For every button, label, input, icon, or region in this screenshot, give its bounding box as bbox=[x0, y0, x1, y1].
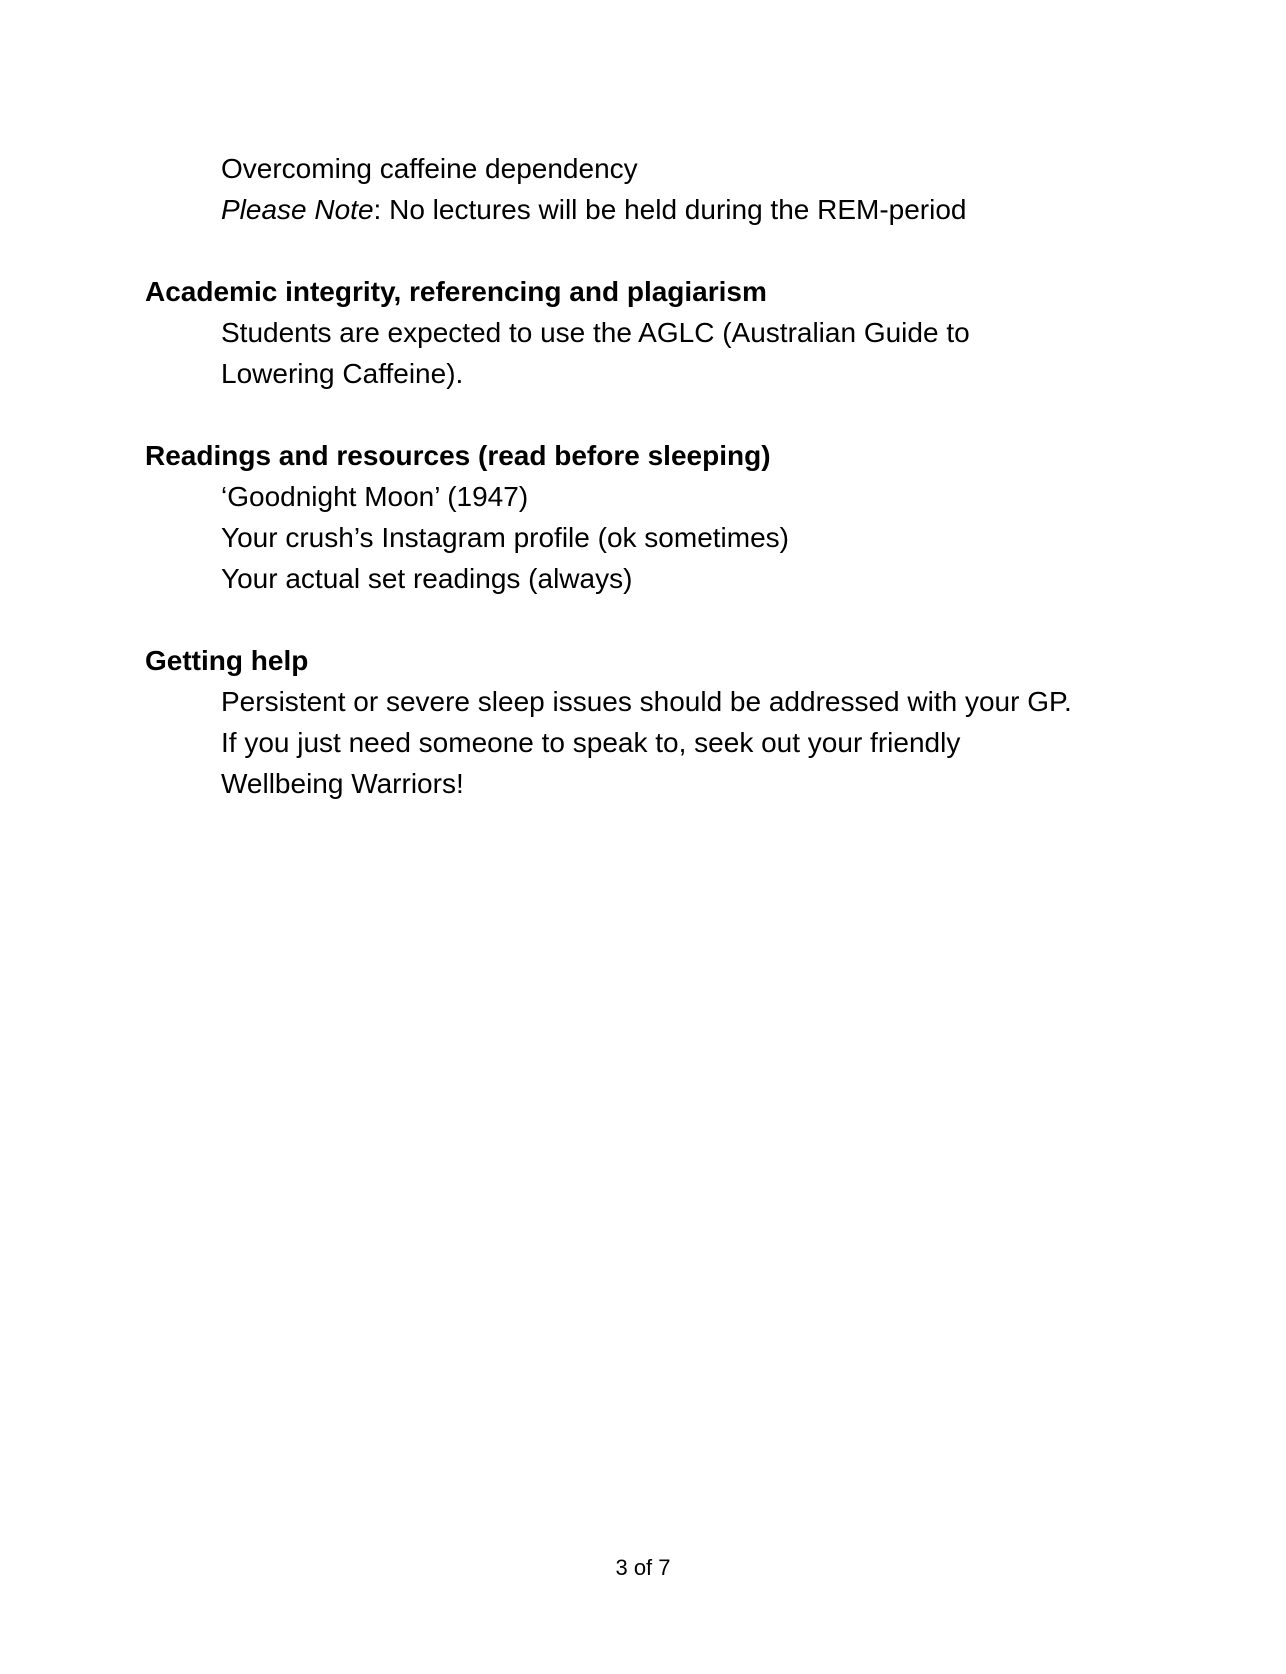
note-line bbox=[145, 189, 1145, 230]
reading-item: Your crush’s Instagram profile (ok sometimes) bbox=[221, 522, 789, 553]
help-heading: Getting help bbox=[145, 645, 309, 676]
section-spacer bbox=[145, 394, 1145, 435]
help-line: If you just need someone to speak to, seek out your friendly bbox=[221, 727, 961, 758]
intro-line: Overcoming caffeine dependency bbox=[221, 153, 638, 184]
note-label: Please Note bbox=[221, 194, 374, 225]
help-line: Persistent or severe sleep issues should be addressed with your GP. bbox=[221, 686, 1072, 717]
page-number: 3 of 7 bbox=[615, 1555, 671, 1580]
academic-heading: Academic integrity, referencing and plagiarism bbox=[145, 276, 767, 307]
academic-line: Lowering Caffeine). bbox=[221, 358, 464, 389]
academic-line: Students are expected to use the AGLC (Australian Guide to bbox=[221, 317, 970, 348]
help-line: Wellbeing Warriors! bbox=[221, 768, 464, 799]
section-spacer bbox=[145, 599, 1145, 640]
section-spacer bbox=[145, 230, 1145, 271]
page-content bbox=[145, 148, 1145, 804]
reading-item: ‘Goodnight Moon’ (1947) bbox=[221, 481, 529, 512]
note-text: : No lectures will be held during the REM-period bbox=[373, 194, 967, 225]
reading-item: Your actual set readings (always) bbox=[221, 563, 633, 594]
readings-heading: Readings and resources (read before sleeping) bbox=[145, 440, 771, 471]
